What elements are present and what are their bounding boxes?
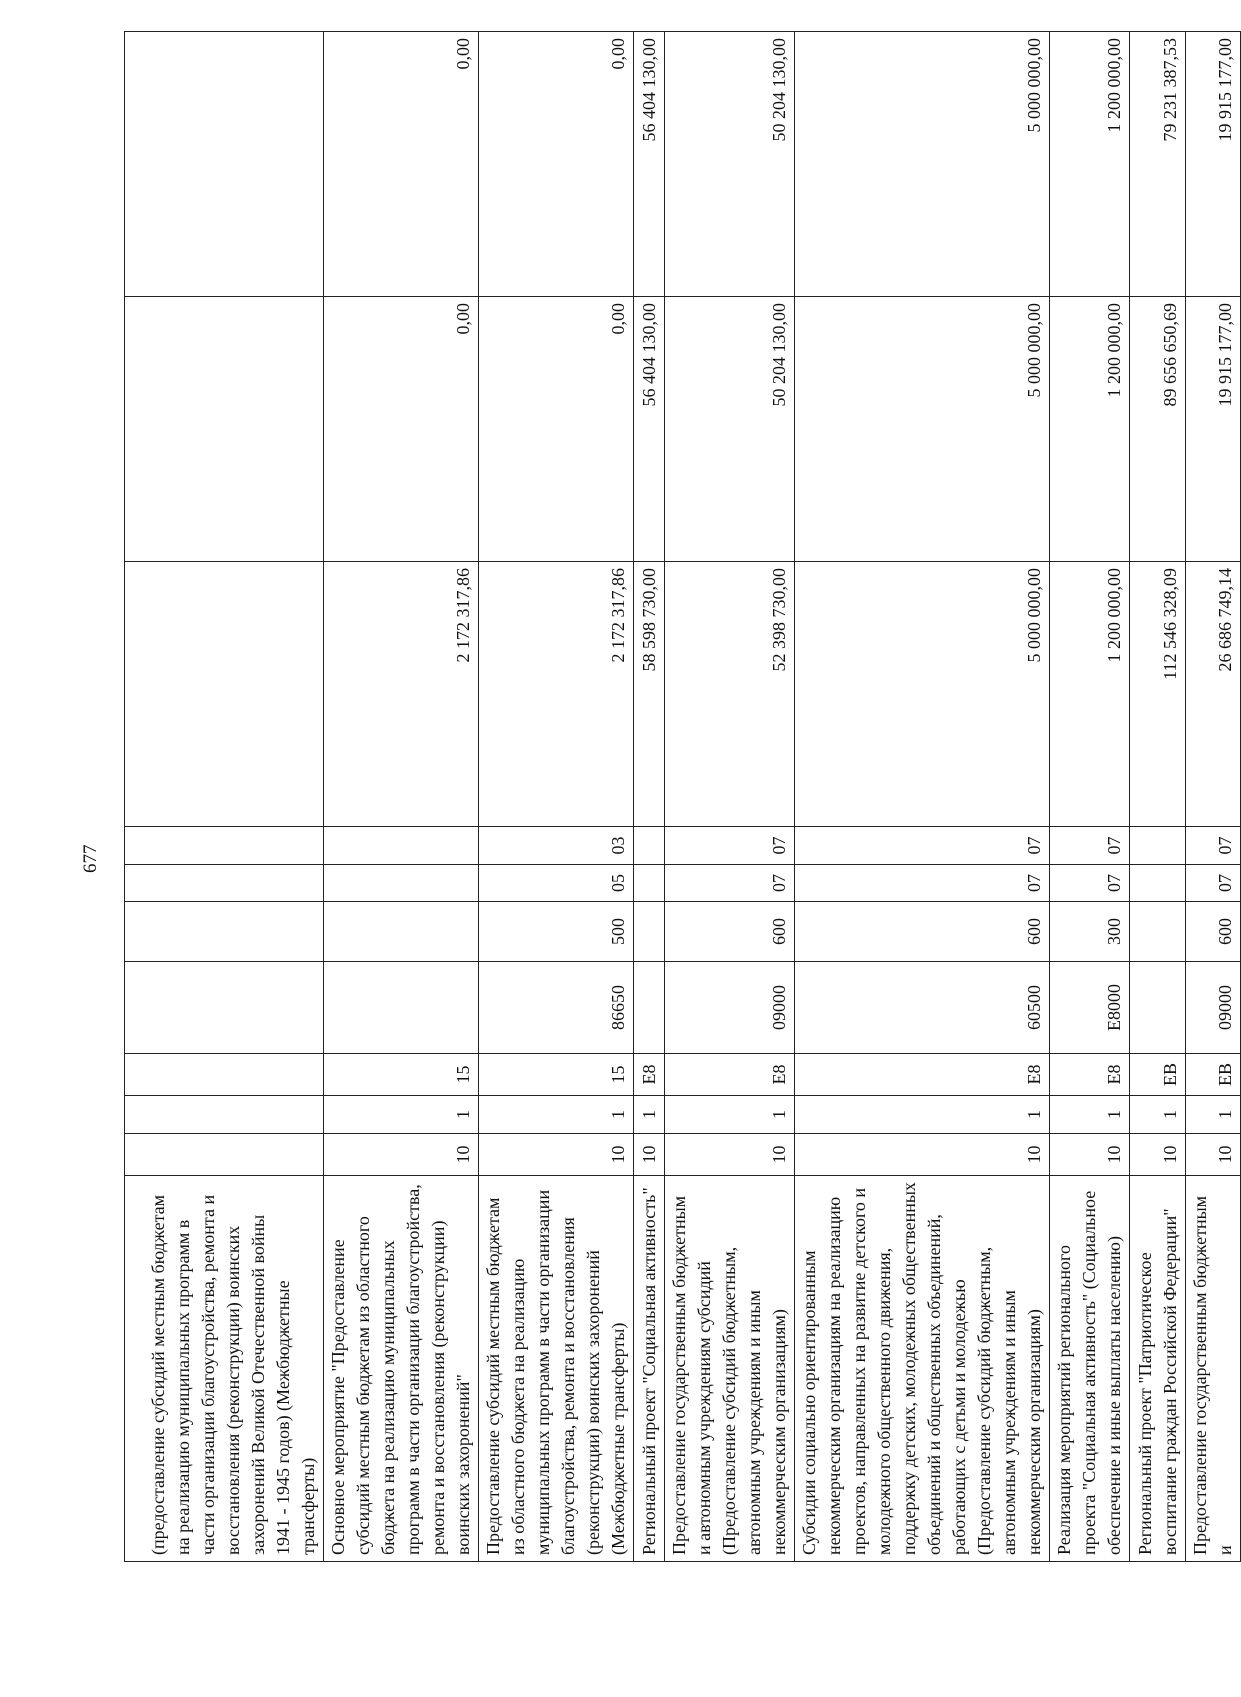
cell-code (634, 865, 665, 902)
value-year2: 19 915 177,00 (1186, 297, 1241, 562)
value-year3: 5 000 000,00 (795, 32, 1050, 297)
value-year2: 50 204 130,00 (665, 297, 795, 562)
cell-code: 300 (1050, 902, 1130, 962)
value-year2: 1 200 000,00 (1050, 297, 1130, 562)
cell-code (1130, 865, 1186, 902)
cell-code (125, 1134, 324, 1176)
table-row (324, 32, 479, 1562)
cell-code: 1 (1050, 1096, 1130, 1134)
cell-code: 15 (479, 1054, 634, 1096)
row-name: Реализация мероприятий регионального проекта "Социальная активность" (Социальное обеспечение и иные выплаты населению) (1050, 1176, 1130, 1562)
cell-code: 10 (665, 1134, 795, 1176)
cell-code: E8 (634, 1054, 665, 1096)
cell-code: 10 (1186, 1134, 1241, 1176)
cell-code: 1 (634, 1096, 665, 1134)
row-name: Региональный проект "Патриотическое воспитание граждан Российской Федерации" (1130, 1176, 1186, 1562)
cell-code (634, 962, 665, 1054)
value-year2: 56 404 130,00 (634, 297, 665, 562)
value-year2: 89 656 650,69 (1130, 297, 1186, 562)
value-year1: 5 000 000,00 (795, 562, 1050, 827)
cell-code: 15 (324, 1054, 479, 1096)
table-row (795, 32, 1050, 1562)
cell-code: 86650 (479, 962, 634, 1054)
cell-code: 07 (1186, 865, 1241, 902)
budget-table (124, 31, 1241, 1562)
cell-code: E8000 (1050, 962, 1130, 1054)
value-year3: 50 204 130,00 (665, 32, 795, 297)
cell-code: 07 (795, 865, 1050, 902)
cell-code: 600 (795, 902, 1050, 962)
cell-code (634, 902, 665, 962)
row-name: Предоставление государственным бюджетным и автономным учреждениям субсидий (Предоставление субсидий бюджетным, автономным учреждениям и иным некоммерческим организациям) (665, 1176, 795, 1562)
cell-code: 1 (479, 1096, 634, 1134)
value-year2 (125, 297, 324, 562)
value-year1: 26 686 749,14 (1186, 562, 1241, 827)
cell-code: 600 (665, 902, 795, 962)
row-name: Основное мероприятие "Предоставление субсидий местным бюджетам из областного бюджета на реализацию муниципальных программ в части организации благоустройства, ремонта и восстановления (реконструкции) воинских захоронений" (324, 1176, 479, 1562)
value-year3: 19 915 177,00 (1186, 32, 1241, 297)
value-year3: 79 231 387,53 (1130, 32, 1186, 297)
table-row (125, 32, 324, 1562)
row-name: Региональный проект "Социальная активность" (634, 1176, 665, 1562)
value-year1: 1 200 000,00 (1050, 562, 1130, 827)
cell-code: 1 (665, 1096, 795, 1134)
cell-code: 10 (1130, 1134, 1186, 1176)
cell-code: 07 (1050, 827, 1130, 865)
cell-code (324, 865, 479, 902)
cell-code: 1 (795, 1096, 1050, 1134)
cell-code: 07 (795, 827, 1050, 865)
cell-code: 10 (795, 1134, 1050, 1176)
cell-code: 03 (479, 827, 634, 865)
cell-code (324, 962, 479, 1054)
cell-code (1130, 962, 1186, 1054)
value-year1: 52 398 730,00 (665, 562, 795, 827)
cell-code (125, 962, 324, 1054)
cell-code (125, 865, 324, 902)
cell-code: E8 (795, 1054, 1050, 1096)
cell-code: 07 (1050, 865, 1130, 902)
table-row (1050, 32, 1130, 1562)
cell-code (324, 902, 479, 962)
value-year3 (125, 32, 324, 297)
cell-code (1130, 902, 1186, 962)
cell-code (324, 827, 479, 865)
value-year1: 112 546 328,09 (1130, 562, 1186, 827)
value-year2: 0,00 (479, 297, 634, 562)
table-row (1186, 32, 1241, 1562)
value-year3: 1 200 000,00 (1050, 32, 1130, 297)
cell-code: EB (1186, 1054, 1241, 1096)
cell-code: 07 (665, 827, 795, 865)
row-name: Предоставление субсидий местным бюджетам из областного бюджета на реализацию муниципальных программ в части организации благоустройства, ремонта и восстановления (реконструкции) воинских захоронений (Межбюджетные трансферты) (479, 1176, 634, 1562)
cell-code: 1 (324, 1096, 479, 1134)
cell-code: E8 (1050, 1054, 1130, 1096)
row-name: (предоставление субсидий местным бюджетам на реализацию муниципальных программ в части организации благоустройства, ремонта и восстановления (реконструкции) воинских захоронений Великой Отечественной войны 1941 - 1945 годов) (Межбюджетные трансферты) (125, 1176, 324, 1562)
table-row (665, 32, 795, 1562)
value-year1: 2 172 317,86 (479, 562, 634, 827)
cell-code: 05 (479, 865, 634, 902)
cell-code (1130, 827, 1186, 865)
cell-code: 10 (324, 1134, 479, 1176)
cell-code: 07 (665, 865, 795, 902)
cell-code: 1 (1130, 1096, 1186, 1134)
cell-code (125, 902, 324, 962)
cell-code (125, 1096, 324, 1134)
cell-code: 10 (634, 1134, 665, 1176)
cell-code: 60500 (795, 962, 1050, 1054)
cell-code: 500 (479, 902, 634, 962)
value-year3: 56 404 130,00 (634, 32, 665, 297)
row-name: Субсидии социально ориентированным некоммерческим организациям на реализацию проектов, направленных на развитие детского и молодежного общественного движения, поддержку детских, молодежных общественных объединений и общественных объединений, работающих с детьми и молодежью (Предоставление субсидий бюджетным, автономным учреждениям и иным некоммерческим организациям) (795, 1176, 1050, 1562)
cell-code: 10 (479, 1134, 634, 1176)
cell-code: 600 (1186, 902, 1241, 962)
table-row (634, 32, 665, 1562)
cell-code: 09000 (665, 962, 795, 1054)
value-year3: 0,00 (479, 32, 634, 297)
value-year3: 0,00 (324, 32, 479, 297)
page-number: 677 (80, 844, 101, 873)
row-name: Предоставление государственным бюджетным и (1186, 1176, 1241, 1562)
value-year1 (125, 562, 324, 827)
table-row (1130, 32, 1186, 1562)
value-year1: 58 598 730,00 (634, 562, 665, 827)
cell-code: 10 (1050, 1134, 1130, 1176)
cell-code: 07 (1186, 827, 1241, 865)
table-row (479, 32, 634, 1562)
cell-code: EB (1130, 1054, 1186, 1096)
cell-code (634, 827, 665, 865)
value-year1: 2 172 317,86 (324, 562, 479, 827)
cell-code (125, 1054, 324, 1096)
cell-code: 1 (1186, 1096, 1241, 1134)
value-year2: 5 000 000,00 (795, 297, 1050, 562)
cell-code: E8 (665, 1054, 795, 1096)
value-year2: 0,00 (324, 297, 479, 562)
cell-code (125, 827, 324, 865)
cell-code: 09000 (1186, 962, 1241, 1054)
